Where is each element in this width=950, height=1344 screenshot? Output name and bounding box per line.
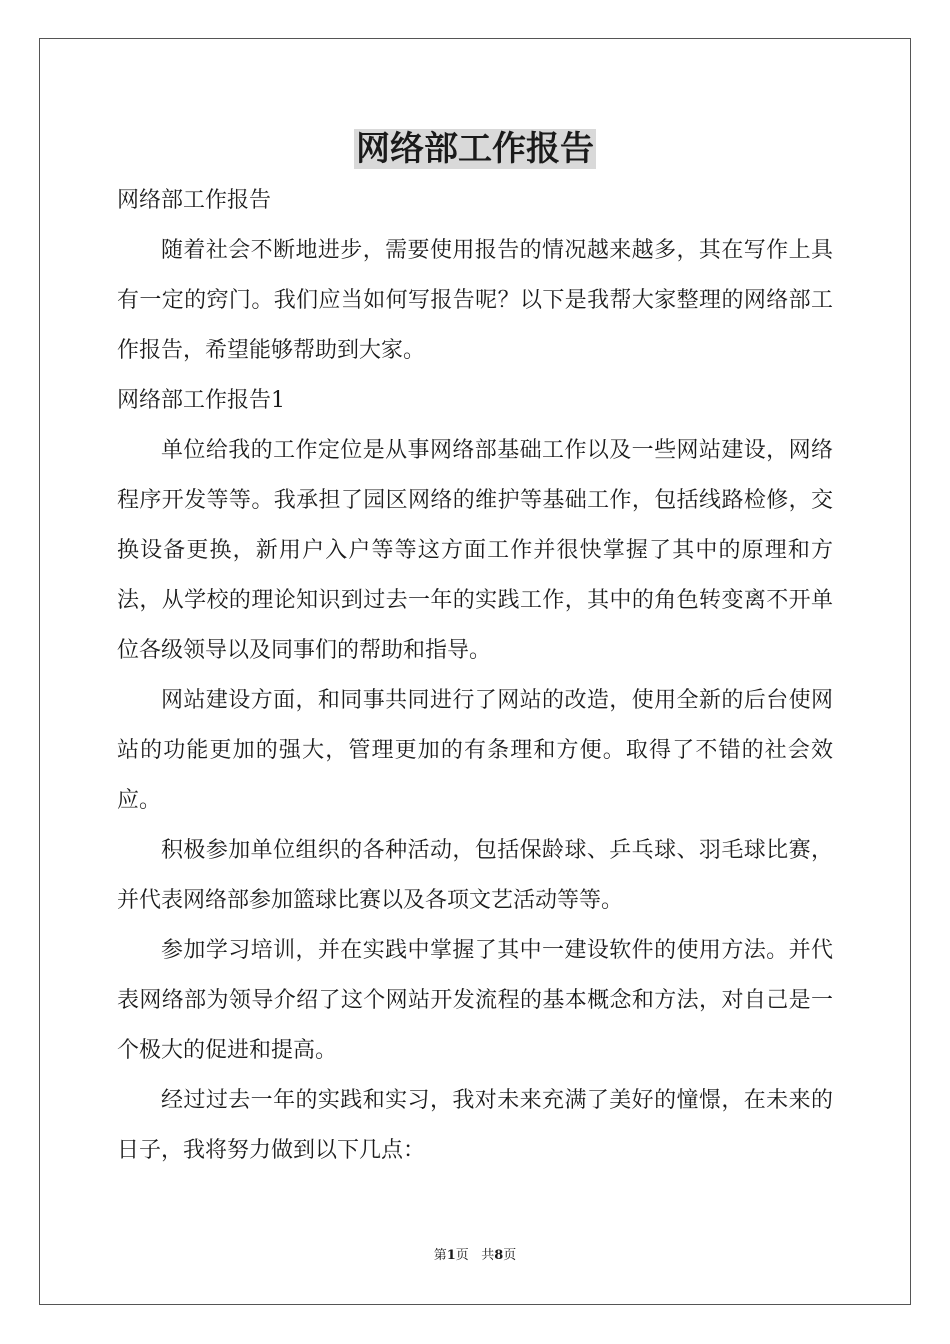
page-prefix: 第 [433,1248,447,1263]
total-suffix: 页 [503,1248,517,1263]
paragraph: 单位给我的工作定位是从事网络部基础工作以及一些网站建设，网络程序开发等等。我承担了园区网络的维护等基础工作，包括线路检修，交换设备更换，新用户入户等等这方面工作并很快掌握了其中的原理和方法，从学校的理论知识到过去一年的实践工作，其中的角色转变离不开单位各级领导以及同事们的帮助和指导。 [117,438,833,663]
total-prefix: 共 [481,1248,495,1263]
paragraph: 网站建设方面，和同事共同进行了网站的改造，使用全新的后台使网站的功能更加的强大，管理更加的有条理和方便。取得了不错的社会效应。 [117,688,833,813]
paragraph: 网络部工作报告1 [117,388,285,413]
page-footer [0,1246,950,1266]
document-title [0,126,950,172]
document-title-text: 网络部工作报告 [356,129,594,169]
paragraph: 经过过去一年的实践和实习，我对未来充满了美好的憧憬，在未来的日子，我将努力做到以下几点： [117,1088,833,1163]
page-current: 1 [446,1248,456,1263]
paragraph: 参加学习培训，并在实践中掌握了其中一建设软件的使用方法。并代表网络部为领导介绍了这个网站开发流程的基本概念和方法，对自己是一个极大的促进和提高。 [117,938,833,1063]
page-suffix: 页 [455,1248,469,1263]
paragraph: 随着社会不断地进步，需要使用报告的情况越来越多，其在写作上具有一定的窍门。我们应当如何写报告呢？以下是我帮大家整理的网络部工作报告，希望能够帮助到大家。 [117,238,833,363]
document-body [117,176,833,1176]
paragraph: 网络部工作报告 [117,188,272,213]
page-total: 8 [494,1248,504,1263]
paragraph: 积极参加单位组织的各种活动，包括保龄球、乒乓球、羽毛球比赛，并代表网络部参加篮球比赛以及各项文艺活动等等。 [117,838,833,913]
